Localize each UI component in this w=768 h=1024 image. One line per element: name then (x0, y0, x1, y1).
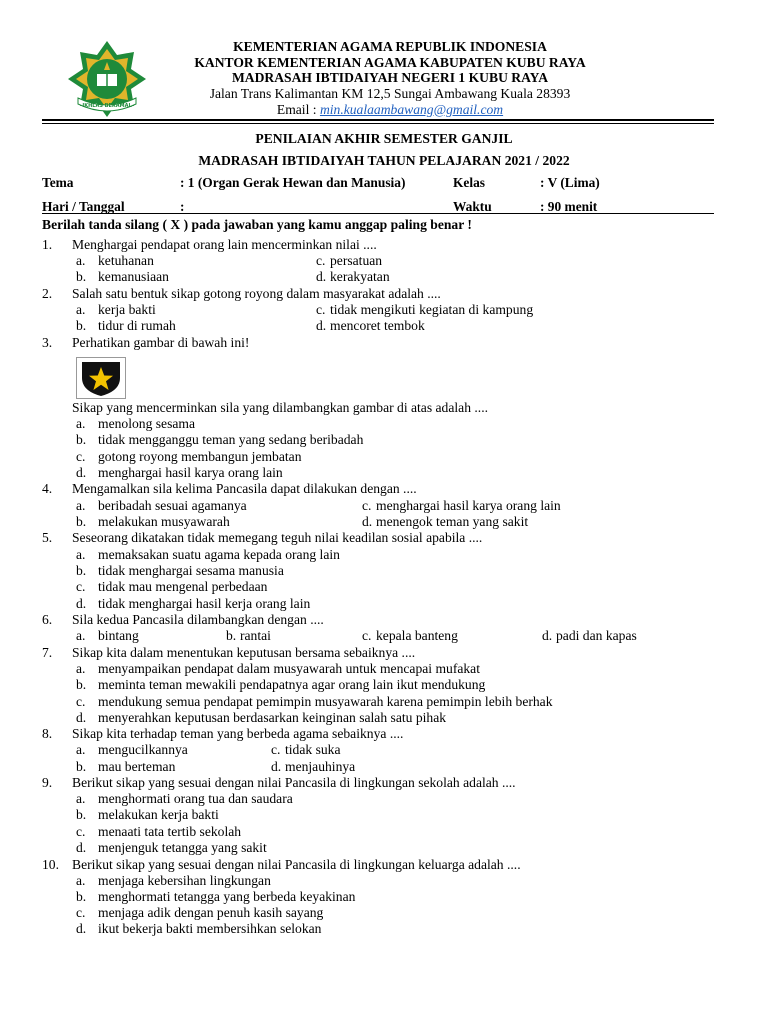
option-text[interactable]: kepala banteng (376, 628, 458, 643)
letterhead-email (140, 102, 640, 118)
option-letter: d. (76, 465, 87, 480)
option-text[interactable]: tidak mengikuti kegiatan di kampung (330, 302, 534, 317)
option-letter: a. (76, 628, 86, 643)
option-letter: d. (76, 921, 87, 936)
question-number: 3. (42, 335, 53, 350)
letterhead-line3: MADRASAH IBTIDAIYAH NEGERI 1 KUBU RAYA (231, 70, 549, 85)
option-text[interactable]: melakukan kerja bakti (98, 807, 219, 822)
option-text[interactable]: kerakyatan (330, 269, 390, 284)
option-text[interactable]: tidak mau mengenal perbedaan (98, 579, 268, 594)
option-text[interactable]: bintang (98, 628, 139, 643)
question-number: 8. (42, 726, 53, 741)
option-text[interactable]: mau berteman (98, 759, 176, 774)
email-label: Email : (276, 101, 320, 117)
email-link[interactable]: min.kualaambawang@gmail.com (319, 101, 504, 117)
question-number: 9. (42, 775, 53, 790)
option-letter: d. (362, 514, 373, 529)
hari-label: Hari / Tanggal (42, 199, 125, 214)
waktu-value: : 90 menit (540, 199, 598, 214)
option-letter: c. (76, 449, 86, 464)
letterhead-divider (42, 119, 714, 121)
option-text[interactable]: menolong sesama (98, 416, 196, 431)
hari-value: : (180, 199, 185, 214)
question-number: 10. (42, 857, 59, 872)
option-text[interactable]: menjaga adik dengan penuh kasih sayang (98, 905, 324, 920)
option-letter: c. (271, 742, 281, 757)
option-text[interactable]: menghargai hasil karya orang lain (98, 465, 283, 480)
option-letter: d. (76, 840, 87, 855)
option-letter: b. (76, 514, 87, 529)
option-letter: a. (76, 742, 86, 757)
question-number: 7. (42, 645, 53, 660)
option-letter: d. (542, 628, 553, 643)
option-text[interactable]: menjaga kebersihan lingkungan (98, 873, 271, 888)
option-letter: c. (76, 824, 86, 839)
option-letter: d. (316, 269, 327, 284)
option-text[interactable]: menyampaikan pendapat dalam musyawarah untuk mencapai mufakat (98, 661, 480, 676)
option-letter: c. (76, 905, 86, 920)
option-text[interactable]: mengucilkannya (98, 742, 188, 757)
option-text[interactable]: mencoret tembok (330, 318, 425, 333)
option-text[interactable]: ketuhanan (98, 253, 154, 268)
option-text[interactable]: persatuan (330, 253, 383, 268)
option-letter: b. (76, 807, 87, 822)
option-letter: d. (76, 710, 87, 725)
letterhead-line1: KEMENTERIAN AGAMA REPUBLIK INDONESIA (233, 39, 547, 54)
kelas-label: Kelas (453, 175, 485, 190)
option-text[interactable]: melakukan musyawarah (98, 514, 230, 529)
option-text[interactable]: menjenguk tetangga yang sakit (98, 840, 267, 855)
option-text[interactable]: tidak suka (285, 742, 341, 757)
question-number: 2. (42, 286, 53, 301)
question-text: Salah satu bentuk sikap gotong royong dalam masyarakat adalah .... (72, 286, 441, 301)
question-text: Sila kedua Pancasila dilambangkan dengan .... (72, 612, 324, 627)
option-text[interactable]: menghargai hasil karya orang lain (376, 498, 561, 513)
kelas-value: : V (Lima) (540, 175, 600, 190)
option-text[interactable]: tidur di rumah (98, 318, 176, 333)
option-text[interactable]: gotong royong membangun jembatan (98, 449, 302, 464)
option-text[interactable]: beribadah sesuai agamanya (98, 498, 247, 513)
option-letter: a. (76, 302, 86, 317)
option-letter: b. (76, 563, 87, 578)
option-text[interactable]: tidak menghargai hasil kerja orang lain (98, 596, 311, 611)
option-letter: c. (316, 253, 326, 268)
option-letter: b. (76, 889, 87, 904)
option-letter: a. (76, 253, 86, 268)
option-letter: d. (316, 318, 327, 333)
option-letter: c. (316, 302, 326, 317)
kemenag-emblem-icon (66, 40, 148, 118)
letterhead-divider-thin (42, 123, 714, 124)
option-letter: a. (76, 547, 86, 562)
logo-ribbon-text: IKHLAS BERAMAL (82, 103, 132, 109)
option-text[interactable]: kerja bakti (98, 302, 156, 317)
letterhead-line2: KANTOR KEMENTERIAN AGAMA KABUPATEN KUBU RAYA (194, 54, 586, 70)
question-number: 1. (42, 237, 53, 252)
question-text-followup: Sikap yang mencerminkan sila yang dilambangkan gambar di atas adalah .... (72, 400, 488, 415)
question-text: Sikap kita terhadap teman yang berbeda agama sebaiknya .... (72, 726, 404, 741)
exam-title: PENILAIAN AKHIR SEMESTER GANJIL (255, 131, 513, 146)
option-letter: b. (76, 677, 87, 692)
tema-value: : 1 (Organ Gerak Hewan dan Manusia) (180, 175, 406, 190)
option-text[interactable]: memaksakan suatu agama kepada orang lain (98, 547, 340, 562)
option-text[interactable]: rantai (240, 628, 271, 643)
option-letter: a. (76, 498, 86, 513)
option-letter: b. (226, 628, 237, 643)
question-text: Berikut sikap yang sesuai dengan nilai Pancasila di lingkungan sekolah adalah .... (72, 775, 516, 790)
option-letter: c. (76, 694, 86, 709)
option-text[interactable]: menaati tata tertib sekolah (98, 824, 242, 839)
question-number: 4. (42, 481, 53, 496)
option-text[interactable]: menengok teman yang sakit (376, 514, 529, 529)
option-text[interactable]: padi dan kapas (556, 628, 637, 643)
option-letter: b. (76, 759, 87, 774)
option-letter: a. (76, 791, 86, 806)
instruction: Berilah tanda silang ( X ) pada jawaban yang kamu anggap paling benar ! (42, 217, 472, 232)
option-text[interactable]: kemanusiaan (98, 269, 169, 284)
option-letter: c. (362, 628, 372, 643)
question-text: Sikap kita dalam menentukan keputusan bersama sebaiknya .... (72, 645, 416, 660)
option-text[interactable]: menghormati tetangga yang berbeda keyakinan (98, 889, 356, 904)
option-text[interactable]: menghormati orang tua dan saudara (98, 791, 293, 806)
option-text[interactable]: tidak menghargai sesama manusia (98, 563, 284, 578)
option-letter: d. (271, 759, 282, 774)
letterhead (140, 39, 640, 118)
option-letter: a. (76, 661, 86, 676)
question-text: Menghargai pendapat orang lain mencerminkan nilai .... (72, 237, 377, 252)
question-text: Berikut sikap yang sesuai dengan nilai Pancasila di lingkungan keluarga adalah .... (72, 857, 521, 872)
option-text[interactable]: mendukung semua pendapat pemimpin musyawarah karena pemimpin lebih berhak (98, 694, 553, 709)
option-letter: d. (76, 596, 87, 611)
option-text[interactable]: meminta teman mewakili pendapatnya agar orang lain ikut mendukung (98, 677, 486, 692)
question-number: 6. (42, 612, 53, 627)
option-letter: a. (76, 416, 86, 431)
question-number: 5. (42, 530, 53, 545)
question-text: Seseorang dikatakan tidak memegang teguh nilai keadilan sosial apabila .... (72, 530, 483, 545)
tema-label: Tema (42, 175, 74, 190)
option-letter: b. (76, 432, 87, 447)
option-letter: c. (76, 579, 86, 594)
header-divider (42, 213, 714, 214)
star-shield-icon (76, 357, 126, 399)
option-letter: a. (76, 873, 86, 888)
option-letter: c. (362, 498, 372, 513)
question-text: Mengamalkan sila kelima Pancasila dapat dilakukan dengan .... (72, 481, 417, 496)
waktu-label: Waktu (453, 199, 492, 214)
option-letter: b. (76, 269, 87, 284)
letterhead-address: Jalan Trans Kalimantan KM 12,5 Sungai Ambawang Kuala 28393 (209, 85, 571, 101)
option-text[interactable]: tidak mengganggu teman yang sedang beribadah (98, 432, 364, 447)
option-text[interactable]: ikut bekerja bakti membersihkan selokan (98, 921, 322, 936)
option-text[interactable]: menyerahkan keputusan berdasarkan keinginan salah satu pihak (98, 710, 447, 725)
exam-subtitle: MADRASAH IBTIDAIYAH TAHUN PELAJARAN 2021 / 2022 (198, 153, 570, 168)
option-text[interactable]: menjauhinya (285, 759, 356, 774)
question-text: Perhatikan gambar di bawah ini! (72, 335, 250, 350)
option-letter: b. (76, 318, 87, 333)
